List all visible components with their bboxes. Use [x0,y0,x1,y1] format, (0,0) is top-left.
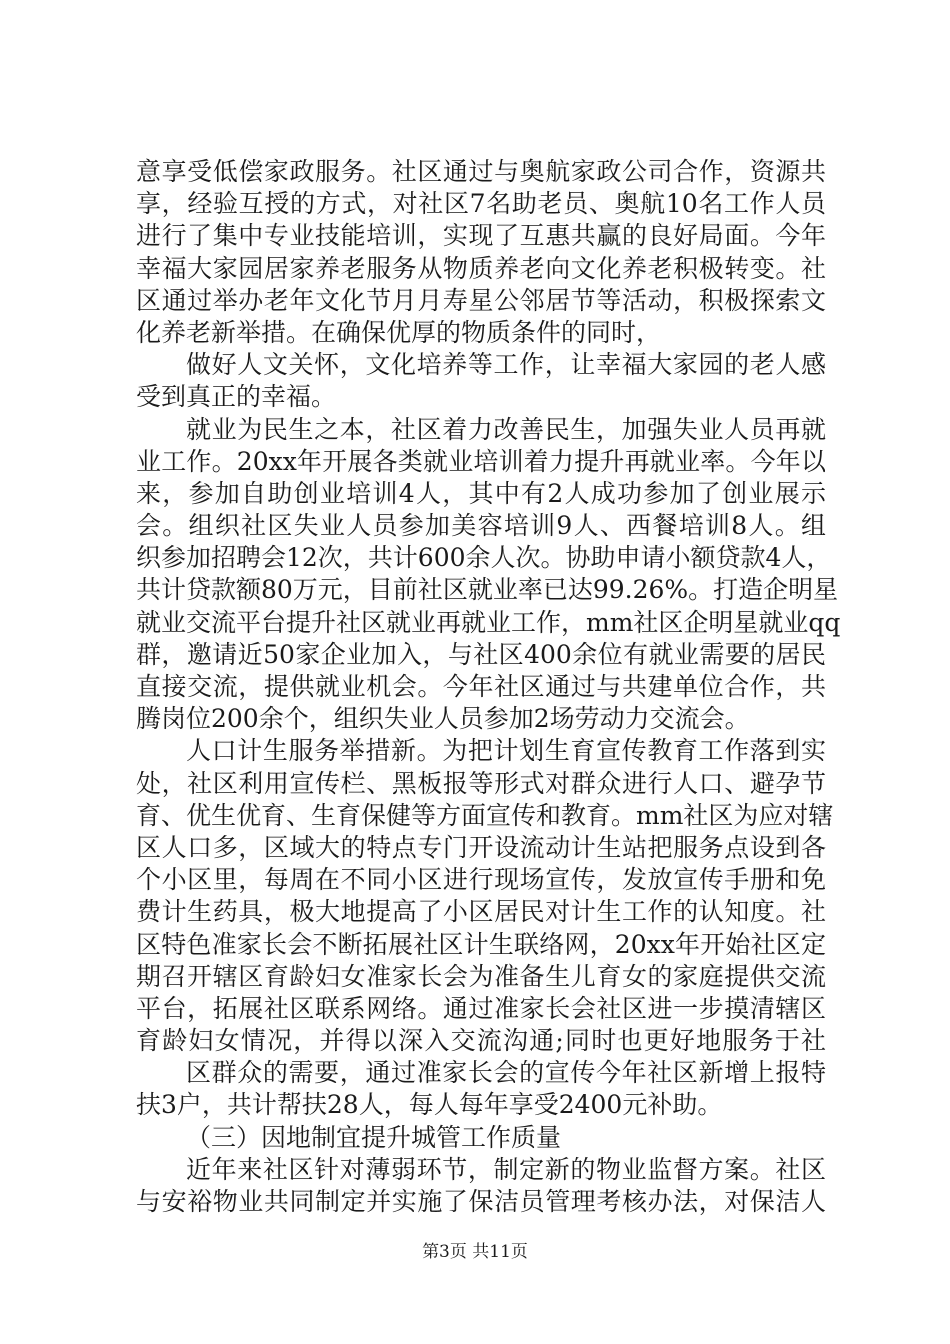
text-line: 进行了集中专业技能培训，实现了互惠共赢的良好局面。今年 [136,221,826,251]
text-line: 织参加招聘会12次，共计600余人次。协助申请小额贷款4人， [136,543,832,573]
text-line: （三）因地制宜提升城管工作质量 [186,1122,562,1152]
text-line: 共计贷款额80万元，目前社区就业率已达99.26%。打造企明星 [136,575,839,605]
text-line: 就业为民生之本，社区着力改善民生，加强失业人员再就 [186,414,826,444]
text-line: 幸福大家园居家养老服务从物质养老向文化养老积极转变。社 [136,253,826,283]
text-line: 享，经验互授的方式，对社区7名助老员、奥航10名工作人员 [136,189,826,219]
text-line: 区通过举办老年文化节月月寿星公邻居节等活动，积极探索文 [136,285,826,315]
text-line: 直接交流，提供就业机会。今年社区通过与共建单位合作，共 [136,672,826,701]
text-line: 会。组织社区失业人员参加美容培训9人、西餐培训8人。组 [136,511,826,541]
text-line: 就业交流平台提升社区就业再就业工作，mm社区企明星就业qq [136,607,841,637]
document-body [136,156,841,1218]
text-line: 扶3户，共计帮扶28人，每人每年享受2400元补助。 [136,1090,723,1120]
text-line: 处，社区利用宣传栏、黑板报等形式对群众进行人口、避孕节 [136,768,826,798]
text-line: 人口计生服务举措新。为把计划生育宣传教育工作落到实 [186,736,826,766]
text-line: 育龄妇女情况，并得以深入交流沟通;同时也更好地服务于社 [136,1026,826,1056]
text-line: 意享受低偿家政服务。社区通过与奥航家政公司合作，资源共 [136,157,826,186]
text-line: 腾岗位200余个，组织失业人员参加2场劳动力交流会。 [136,704,750,734]
text-line: 业工作。20xx年开展各类就业培训着力提升再就业率。今年以 [136,446,826,476]
text-line: 个小区里，每周在不同小区进行现场宣传，发放宣传手册和免 [136,865,826,895]
text-line: 区群众的需要，通过准家长会的宣传今年社区新增上报特 [186,1058,826,1088]
text-line: 费计生药具，极大地提高了小区居民对计生工作的认知度。社 [136,897,826,927]
text-line: 育、优生优育、生育保健等方面宣传和教育。mm社区为应对辖 [136,800,834,830]
text-line: 近年来社区针对薄弱环节，制定新的物业监督方案。社区 [186,1154,826,1184]
text-line: 化养老新举措。在确保优厚的物质条件的同时， [136,317,662,347]
page-footer: 第3页 共11页 [422,1242,528,1262]
text-line: 平台，拓展社区联系网络。通过准家长会社区进一步摸清辖区 [136,993,826,1023]
text-line: 与安裕物业共同制定并实施了保洁员管理考核办法，对保洁人 [136,1187,826,1216]
text-line: 期召开辖区育龄妇女准家长会为准备生儿育女的家庭提供交流 [136,961,826,991]
text-line: 区人口多，区域大的特点专门开设流动计生站把服务点设到各 [136,832,826,862]
text-line: 受到真正的幸福。 [136,382,337,412]
text-line: 做好人文关怀，文化培养等工作，让幸福大家园的老人感 [186,350,826,380]
text-line: 区特色准家长会不断拓展社区计生联络网，20xx年开始社区定 [136,929,826,959]
text-line: 来，参加自助创业培训4人，其中有2人成功参加了创业展示 [136,478,826,508]
text-line: 群，邀请近50家企业加入，与社区400余位有就业需要的居民 [136,639,826,669]
